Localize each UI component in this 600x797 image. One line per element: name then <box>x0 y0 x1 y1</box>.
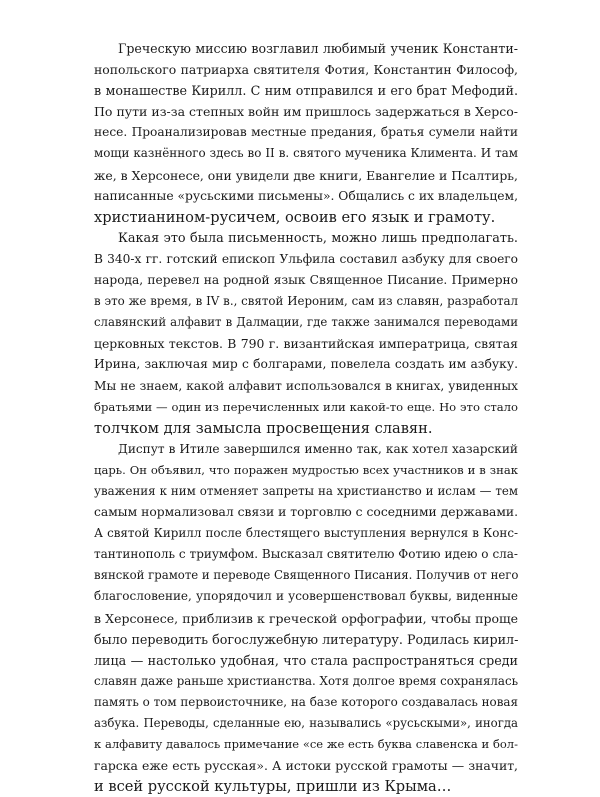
paragraph-1-line-8: написанные «русьскими письмены». Общались с их владельцем, <box>94 188 518 203</box>
paragraph-1-line-6: мощи казнённого здесь во II в. святого мученика Климента. И там <box>94 146 518 161</box>
paragraph-1-line-1: Греческую миссию возглавил любимый ученик Константи- <box>118 41 518 56</box>
paragraph-1-line-5: несе. Проанализировав местные предания, братья сумели найти <box>94 125 518 140</box>
paragraph-2-line-2: В 340-х гг. готский епископ Ульфила составил азбуку для своего <box>94 251 518 266</box>
paragraph-3-line-10: было переводить богослужебную литературу. Родилась кирил- <box>94 631 519 647</box>
paragraph-3-line-15: к алфавиту давалось примечание «се же есть буква славенска и бол- <box>94 737 518 752</box>
paragraph-3-line-2: царь. Он объявил, что поражен мудростью всех участников и в знак <box>94 462 518 477</box>
paragraph-3-line-11: лица — настолько удобная, что стала распространяться среди <box>94 652 518 668</box>
paragraph-3-line-13: память о том первоисточнике, на базе которого создавалась новая <box>94 694 518 709</box>
paragraph-2-line-1: Какая это была письменность, можно лишь предполагать. <box>118 230 518 246</box>
paragraph-3-line-16: гарска еже есть русская». А истоки русской грамоты — значит, <box>94 758 518 774</box>
body-text <box>94 38 518 797</box>
paragraph-1-line-4: По пути из-за степных войн им пришлось задержаться в Херсо- <box>94 104 518 120</box>
paragraph-3-line-17: и всей русской культуры, пришли из Крыма… <box>94 778 452 796</box>
paragraph-3-line-12: славян даже раньше христианства. Хотя долгое время сохранялась <box>94 673 518 688</box>
paragraph-3-line-6: тантинополь с триумфом. Высказал святителю Фотию идею о сла- <box>94 547 518 562</box>
paragraph-3-line-14: азбука. Переводы, сделанные ею, назывались «русьскыми», иногда <box>94 716 518 730</box>
paragraph-1-line-2: нопольского патриарха святителя Фотия, Константин Философ, <box>94 62 518 78</box>
paragraph-3-line-3: уважения к ним отменяет запреты на христианство и ислам — тем <box>94 483 518 498</box>
paragraph-2-line-10: толчком для замысла просвещения славян. <box>94 419 433 437</box>
paragraph-2-line-5: славянский алфавит в Далмации, где также занимался переводами <box>94 315 518 330</box>
paragraph-1-line-9: христианином-русичем, освоив его язык и грамоту. <box>94 208 496 226</box>
paragraph-2-line-3: народа, перевел на родной язык Священное Писание. Примерно <box>94 273 518 288</box>
paragraph-3-line-4: самым нормализовал связи и торговлю с соседними державами. <box>94 505 518 520</box>
paragraph-2-line-9: братьями — один из перечисленных или какой-то еще. Но это стало <box>94 399 518 414</box>
paragraph-2-line-7: Ирина, заключая мир с болгарами, повелела создать им азбуку. <box>94 357 518 372</box>
paragraph-3-line-9: в Херсонесе, приблизив к греческой орфографии, чтобы проще <box>94 610 518 626</box>
paragraph-3-line-5: А святой Кирилл после блестящего выступления вернулся в Конс- <box>94 526 518 541</box>
paragraph-1-line-3: в монашестве Кирилл. С ним отправился и его брат Мефодий. <box>94 83 518 99</box>
paragraph-2-line-6: церковных текстов. В 790 г. византийская императрица, святая <box>94 336 518 352</box>
paragraph-3-line-7: вянской грамоте и переводе Священного Писания. Получив от него <box>94 568 519 583</box>
paragraph-2-line-4: в это же время, в IV в., святой Иероним, сам из славян, разработал <box>94 294 518 309</box>
paragraph-1-line-7: же, в Херсонесе, они увидели две книги, Евангелие и Псалтирь, <box>94 167 518 183</box>
paragraph-2-line-8: Мы не знаем, какой алфавит использовался в книгах, увиденных <box>94 378 518 393</box>
paragraph-3-line-1: Диспут в Итиле завершился именно так, как хотел хазарский <box>118 441 518 456</box>
paragraph-3-line-8: благословение, упорядочил и усовершенствовал буквы, виденные <box>94 589 518 604</box>
